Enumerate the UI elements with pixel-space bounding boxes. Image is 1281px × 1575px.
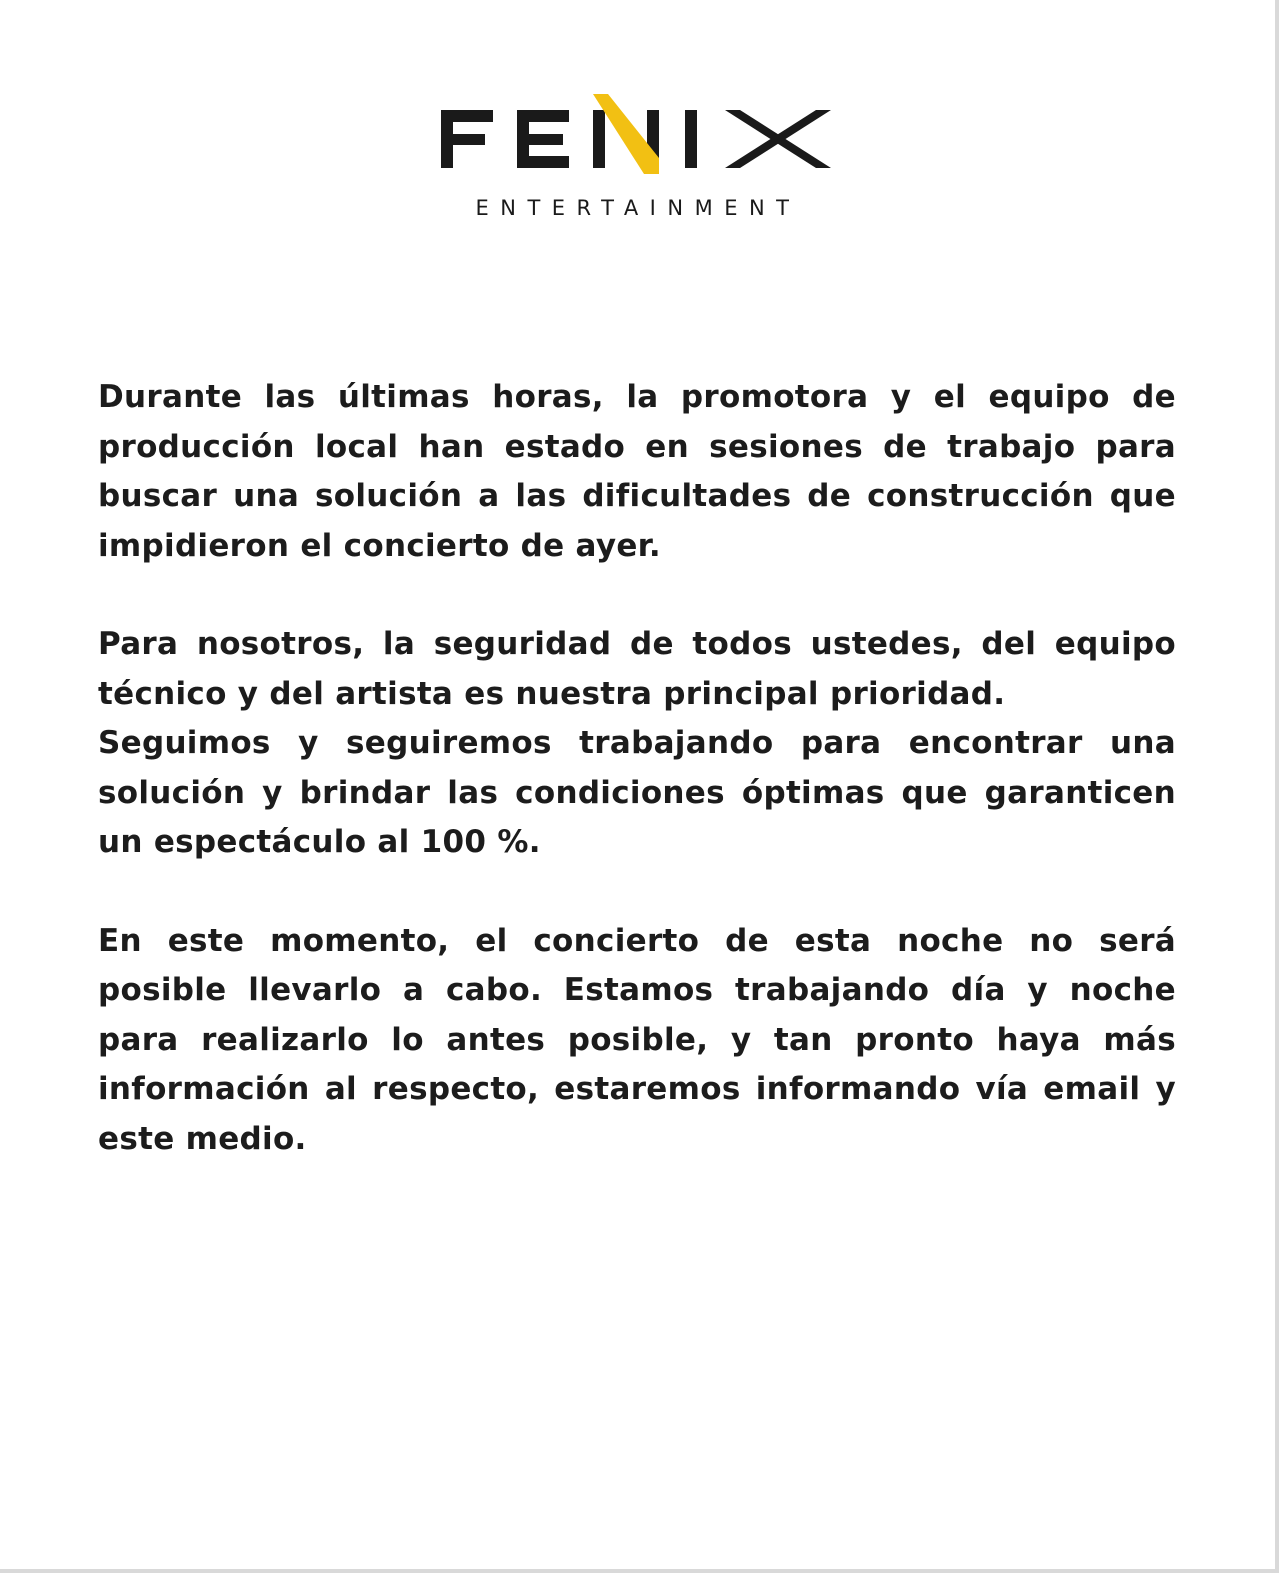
- fenix-entertainment-logo: [0, 84, 1275, 224]
- paragraph-4: En este momento, el concierto de esta noche no será posible llevarlo a cabo. Estamos trabajando día y noche para realizarlo lo antes posible, y tan pronto haya más información al respecto, estaremos informando vía email y este medio.: [98, 922, 1176, 1157]
- logo-graphic: [438, 84, 838, 224]
- paragraph-2: Para nosotros, la seguridad de todos ustedes, del equipo técnico y del artista es nuestra principal prioridad.: [98, 626, 1176, 712]
- paragraph-1: Durante las últimas horas, la promotora y el equipo de producción local han estado en sesiones de trabajo para buscar una solución a las dificultades de construcción que impidieron el concierto de ayer.: [98, 379, 1176, 564]
- statement-body: [98, 373, 1176, 1164]
- paragraph-3: Seguimos y seguiremos trabajando para encontrar una solución y brindar las condiciones óptimas que garanticen un espectáculo al 100 %.: [98, 725, 1176, 860]
- logo-tagline: ENTERTAINMENT: [474, 196, 801, 220]
